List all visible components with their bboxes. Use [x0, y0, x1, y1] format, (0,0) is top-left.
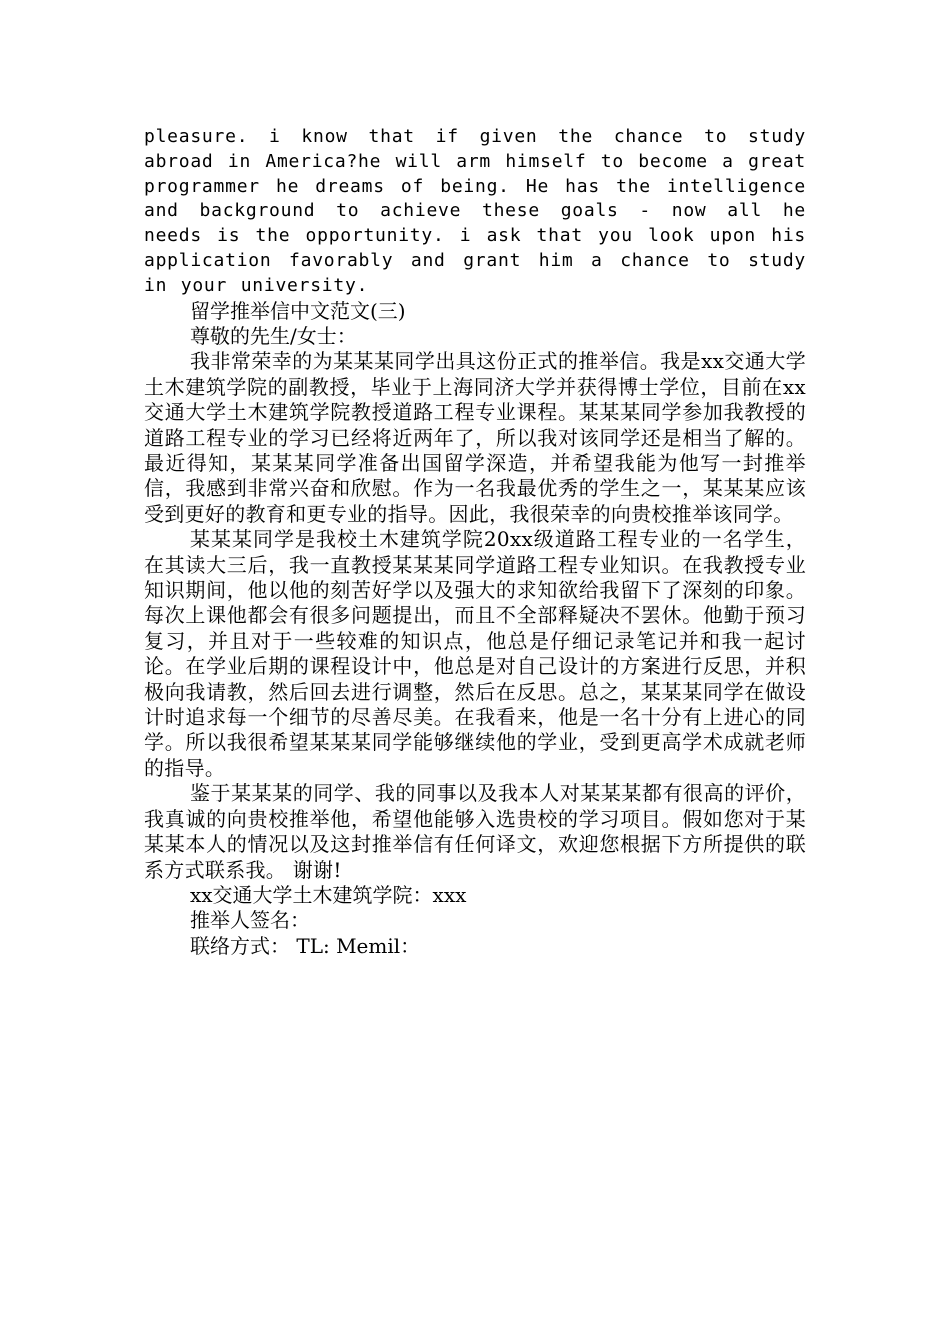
salutation: 尊敬的先生/女士：	[190, 323, 357, 348]
signature-school: xx交通大学土木建筑学院：xxx	[190, 882, 467, 907]
section-title: 留学推举信中文范文(三)	[190, 298, 406, 323]
paragraph-evaluation: 某某某同学是我校土木建筑学院20xx级道路工程专业的一名学生，在其读大三后，我一直教授某某某同学道路工程专业知识。在我教授专业知识期间，他以他的刻苦好学以及强大的求知欲给我留下了深刻的印象。每次上课他都会有很多问题提出，而且不全部释疑决不罢休。他勤于预习复习，并且对于一些较难的知识点，他总是仔细记录笔记并和我一起讨论。在学业后期的课程设计中，他总是对自己设计的方案进行反思，并积极向我请教，然后回去进行调整，然后在反思。总之，某某某同学在做设计时追求每一个细节的尽善尽美。在我看来，他是一名十分有上进心的同学。所以我很希望某某某同学能够继续他的学业，受到更高学术成就老师的指导。	[144, 527, 806, 780]
contact-label: 联络方式： TL: Memil：	[190, 933, 421, 958]
document-body	[144, 125, 806, 959]
paragraph-intro: 我非常荣幸的为某某某同学出具这份正式的推举信。我是xx交通大学土木建筑学院的副教授，毕业于上海同济大学并获得博士学位，目前在xx交通大学土木建筑学院教授道路工程专业课程。某某某同学参加我教授的道路工程专业的学习已经将近两年了，所以我对该同学还是相当了解的。最近得知，某某某同学准备出国留学深造，并希望我能为他写一封推举信，我感到非常兴奋和欣慰。作为一名我最优秀的学生之一，某某某应该受到更好的教育和更专业的指导。因此，我很荣幸的向贵校推举该同学。	[144, 349, 806, 526]
signature-label: 推举人签名：	[190, 908, 310, 933]
paragraph-closing: 鉴于某某某的同学、我的同事以及我本人对某某某都有很高的评价，我真诚的向贵校推举他，希望他能够入选贵校的学习项目。假如您对于某某某本人的情况以及这封推举信有任何译文，欢迎您根据下方所提供的联系方式联系我。 谢谢!	[144, 781, 806, 882]
english-paragraph: pleasure. i know that if given the chance to study abroad in America?he will arm himself to become a great programmer he dreams of being. He has the intelligence and background to achieve these goals - now all he needs is the opportunity. i ask that you look upon his application favorably and grant him a chance to study in your university.	[144, 126, 806, 296]
